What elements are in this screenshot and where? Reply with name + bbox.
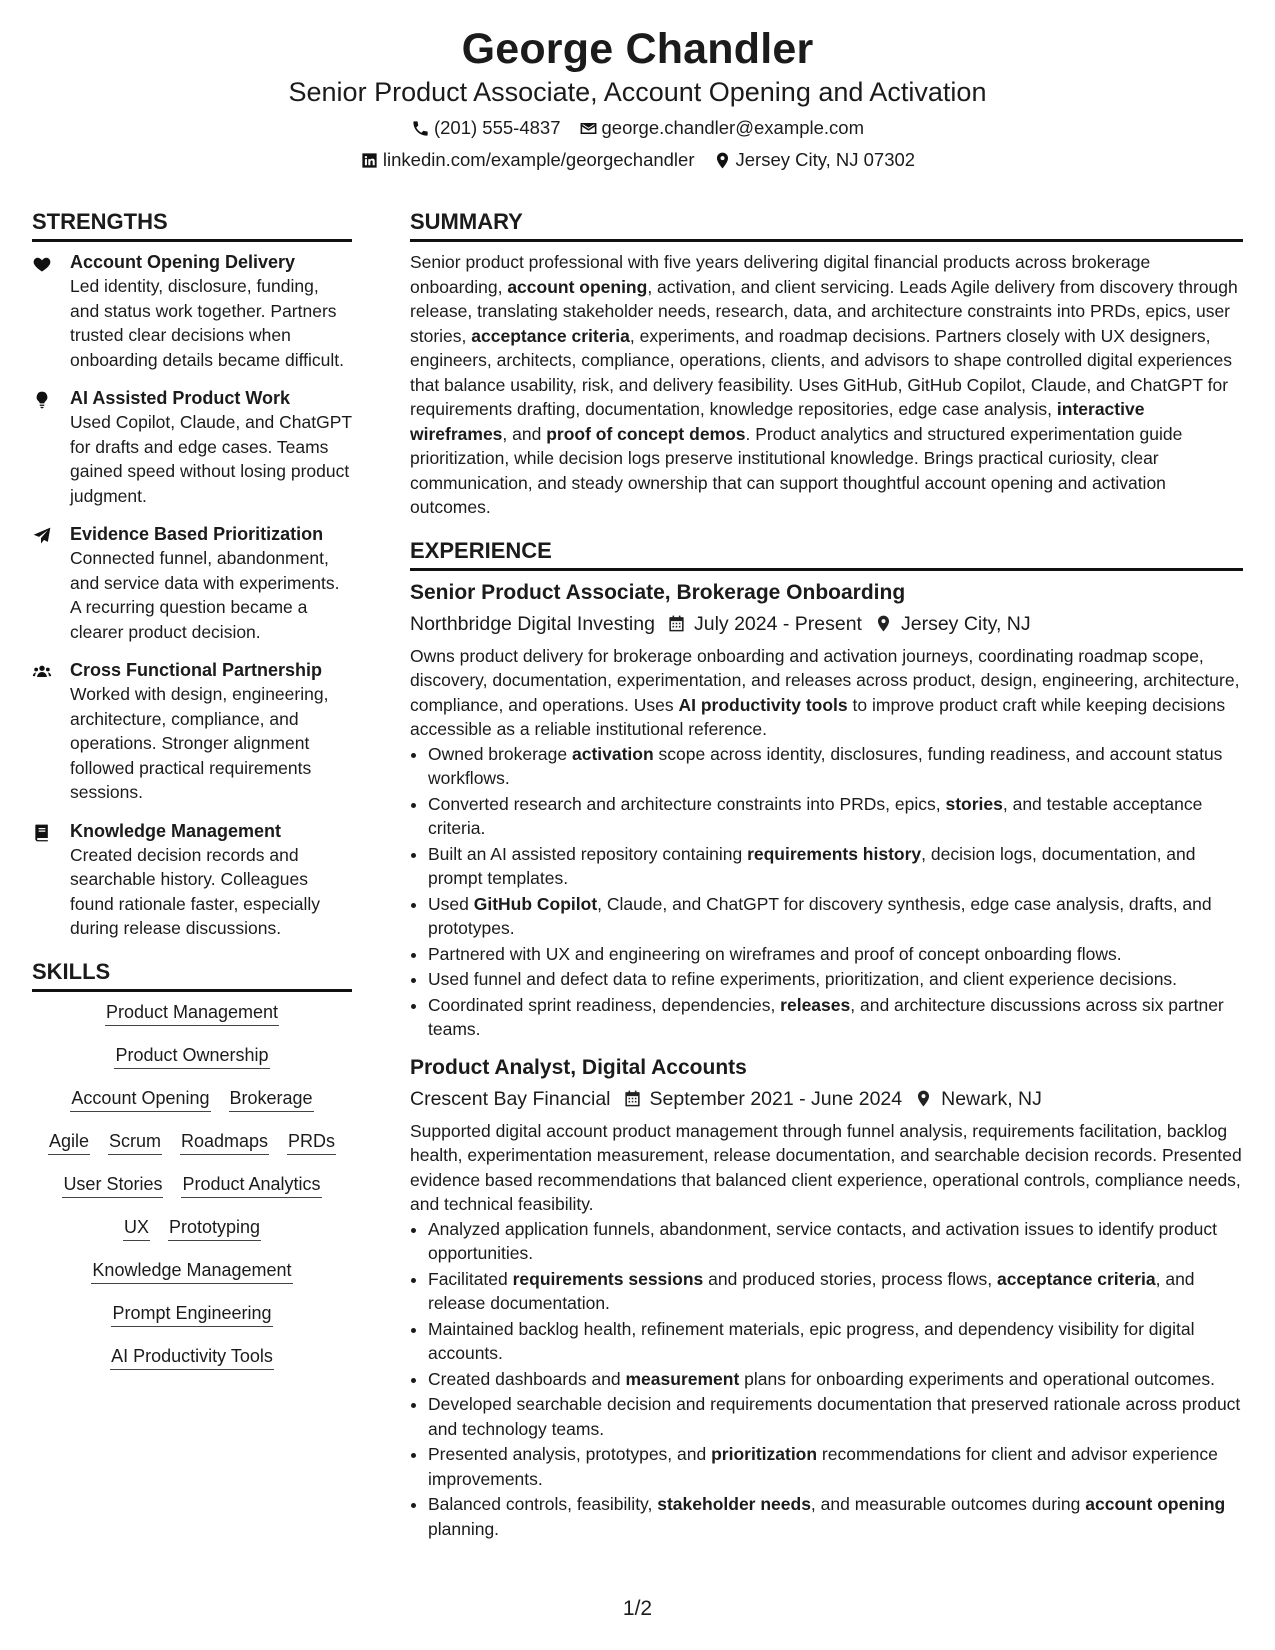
- calendar-icon: [667, 614, 686, 633]
- skills-heading: SKILLS: [32, 955, 352, 992]
- bullet-item: • Used funnel and defect data to refine experiments, prioritization, and client experience decisions.: [428, 967, 1243, 992]
- resume-header: [0, 22, 1275, 172]
- job-title: Product Analyst, Digital Accounts: [410, 1055, 747, 1079]
- contact-phone: [411, 116, 561, 140]
- job-description: Owns product delivery for brokerage onboarding and activation journeys, coordinating roadmap scope, discovery, documentation, experimentation, and releases across product, design, engineering, architecture, compliance, and operations. Uses AI productivity tools to improve product craft while keeping decisions accessible as a reliable institutional reference.: [410, 645, 1240, 739]
- contact-linkedin[interactable]: [360, 148, 695, 172]
- job-bullets: [410, 742, 1243, 1042]
- job-dates: July 2024 - Present: [667, 610, 862, 638]
- skill-tag: Scrum: [108, 1129, 162, 1155]
- users-icon: [32, 662, 52, 682]
- skill-tag: Product Management: [105, 1000, 279, 1026]
- bullet-item: • Used GitHub Copilot, Claude, and ChatGPT for discovery synthesis, edge case analysis, drafts, and prototypes.: [428, 892, 1243, 941]
- job-bullets: [410, 1217, 1243, 1542]
- skills-list: [32, 1000, 352, 1370]
- bullet-item: • Partnered with UX and engineering on wireframes and proof of concept onboarding flows.: [428, 942, 1243, 967]
- bullet-item: • Coordinated sprint readiness, dependencies, releases, and architecture discussions across six partner teams.: [428, 993, 1243, 1042]
- strength-desc: Led identity, disclosure, funding, and status work together. Partners trusted clear decisions when onboarding details became difficult.: [70, 276, 345, 370]
- summary-text: Senior product professional with five years delivering digital financial products across brokerage onboarding, account opening, activation, and client servicing. Leads Agile delivery from discovery through release, translating stakeholder needs, research, data, and architecture constraints into PRDs, epics, user stories, acceptance criteria, experiments, and roadmap decisions. Partners closely with UX designers, engineers, architects, compliance, operations, clients, and advisors to shape controlled digital experiences that balance usability, risk, and delivery feasibility. Uses GitHub, GitHub Copilot, Claude, and ChatGPT for requirements drafting, documentation, knowledge repositories, edge case analysis, interactive wireframes, and proof of concept demos. Product analytics and structured experimentation guide prioritization, while decision logs preserve institutional knowledge. Brings practical curiosity, clear communication, and steady ownership that can support thoughtful account opening and activation outcomes.: [410, 252, 1238, 517]
- job-location: Newark, NJ: [914, 1085, 1042, 1113]
- strength-title: Account Opening Delivery: [70, 252, 296, 272]
- contact-row-1: [0, 116, 1275, 140]
- strength-title: Cross Functional Partnership: [70, 660, 323, 680]
- skill-row: [32, 1344, 352, 1370]
- page-number: 1/2: [622, 1597, 653, 1620]
- job-meta: [410, 610, 1243, 638]
- skill-row: [32, 1043, 352, 1069]
- skill-row: [32, 1000, 352, 1026]
- map-pin-icon: [914, 1089, 933, 1108]
- strengths-list: [32, 250, 352, 941]
- contact-email[interactable]: [579, 116, 865, 140]
- bullet-item: • Built an AI assisted repository containing requirements history, decision logs, documentation, and prompt templates.: [428, 842, 1243, 891]
- job-location: Jersey City, NJ: [874, 610, 1031, 638]
- phone-text: (201) 555-4837: [433, 117, 561, 138]
- strength-item: [32, 819, 352, 941]
- bullet-item: • Maintained backlog health, refinement materials, epic progress, and dependency visibility for digital accounts.: [428, 1317, 1243, 1366]
- skill-tag: Knowledge Management: [91, 1258, 292, 1284]
- envelope-icon: [579, 119, 598, 138]
- bullet-item: • Facilitated requirements sessions and produced stories, process flows, acceptance criteria, and release documentation.: [428, 1267, 1243, 1316]
- location-text: Jersey City, NJ 07302: [735, 149, 916, 170]
- email-text[interactable]: george.chandler@example.com: [601, 117, 865, 138]
- heart-icon: [32, 254, 52, 274]
- bullet-item: • Analyzed application funnels, abandonment, service contacts, and activation issues to identify product opportunities.: [428, 1217, 1243, 1266]
- paper-plane-icon: [32, 526, 52, 546]
- bullet-item: • Owned brokerage activation scope across identity, disclosures, funding readiness, and account status workflows.: [428, 742, 1243, 791]
- job-title: Senior Product Associate, Brokerage Onboarding: [410, 580, 906, 604]
- bullet-item: • Presented analysis, prototypes, and prioritization recommendations for client and advisor experience improvements.: [428, 1442, 1243, 1491]
- strength-desc: Connected funnel, abandonment, and service data with experiments. A recurring question became a clearer product decision.: [70, 548, 340, 642]
- strength-item: [32, 386, 352, 508]
- map-pin-icon: [874, 614, 893, 633]
- calendar-icon: [623, 1089, 642, 1108]
- job-entry: [410, 579, 1243, 1042]
- map-pin-icon: [713, 151, 732, 170]
- lightbulb-icon: [32, 390, 52, 410]
- skill-row: [32, 1258, 352, 1284]
- bullet-item: • Developed searchable decision and requirements documentation that preserved rationale across product and technology teams.: [428, 1392, 1243, 1441]
- right-column: [410, 205, 1243, 1542]
- skill-tag: UX: [123, 1215, 150, 1241]
- strength-item: [32, 658, 352, 805]
- skill-tag: Agile: [48, 1129, 90, 1155]
- experience-heading: EXPERIENCE: [410, 534, 1243, 571]
- job-meta: [410, 1085, 1243, 1113]
- linkedin-icon: [360, 151, 379, 170]
- left-column: [32, 205, 352, 1387]
- skill-tag: Roadmaps: [180, 1129, 269, 1155]
- skill-tag: Product Ownership: [114, 1043, 269, 1069]
- bullet-item: • Created dashboards and measurement plans for onboarding experiments and operational outcomes.: [428, 1367, 1243, 1392]
- skill-row: [32, 1172, 352, 1198]
- strength-title: Knowledge Management: [70, 820, 282, 841]
- job-dates: September 2021 - June 2024: [623, 1085, 903, 1113]
- strength-item: [32, 250, 352, 372]
- bullet-item: • Converted research and architecture constraints into PRDs, epics, stories, and testable acceptance criteria.: [428, 792, 1243, 841]
- skill-tag: Brokerage: [229, 1086, 314, 1112]
- skill-tag: Prototyping: [168, 1215, 261, 1241]
- strength-title: Evidence Based Prioritization: [70, 524, 324, 544]
- skill-tag: Product Analytics: [181, 1172, 321, 1198]
- job-entry: [410, 1054, 1243, 1542]
- skill-row: [32, 1129, 352, 1155]
- skill-row: [32, 1301, 352, 1327]
- strength-item: [32, 522, 352, 644]
- skill-tag: Prompt Engineering: [111, 1301, 272, 1327]
- experience-list: [410, 579, 1243, 1542]
- strength-desc: Used Copilot, Claude, and ChatGPT for drafts and edge cases. Teams gained speed without losing product judgment.: [70, 412, 352, 506]
- skill-row: [32, 1215, 352, 1241]
- contact-location: [713, 148, 916, 172]
- candidate-name: George Chandler: [461, 25, 814, 73]
- skill-row: [32, 1086, 352, 1112]
- contact-row-2: [0, 148, 1275, 172]
- strengths-heading: STRENGTHS: [32, 205, 352, 242]
- strength-desc: Worked with design, engineering, architecture, compliance, and operations. Stronger alignment followed practical requirements sessions.: [70, 684, 329, 802]
- skill-tag: AI Productivity Tools: [110, 1344, 274, 1370]
- book-icon: [32, 823, 52, 843]
- phone-icon: [411, 119, 430, 138]
- job-company: Crescent Bay Financial: [410, 1087, 611, 1110]
- job-company: Northbridge Digital Investing: [410, 612, 655, 635]
- skill-tag: PRDs: [287, 1129, 336, 1155]
- skill-tag: Account Opening: [70, 1086, 210, 1112]
- job-description: Supported digital account product management through funnel analysis, requirements facilitation, backlog health, experimentation measurement, release documentation, and searchable decision records. Presented evidence based recommendations that balanced client experience, operational controls, compliance needs, and technical feasibility.: [410, 1120, 1242, 1214]
- bullet-item: • Balanced controls, feasibility, stakeholder needs, and measurable outcomes during account opening planning.: [428, 1492, 1243, 1541]
- linkedin-text[interactable]: linkedin.com/example/georgechandler: [382, 149, 695, 170]
- candidate-title: Senior Product Associate, Account Opening and Activation: [288, 77, 987, 107]
- strength-desc: Created decision records and searchable history. Colleagues found rationale faster, especially during release discussions.: [70, 844, 321, 938]
- strength-title: AI Assisted Product Work: [70, 388, 291, 408]
- skill-tag: User Stories: [62, 1172, 163, 1198]
- summary-heading: SUMMARY: [410, 205, 1243, 242]
